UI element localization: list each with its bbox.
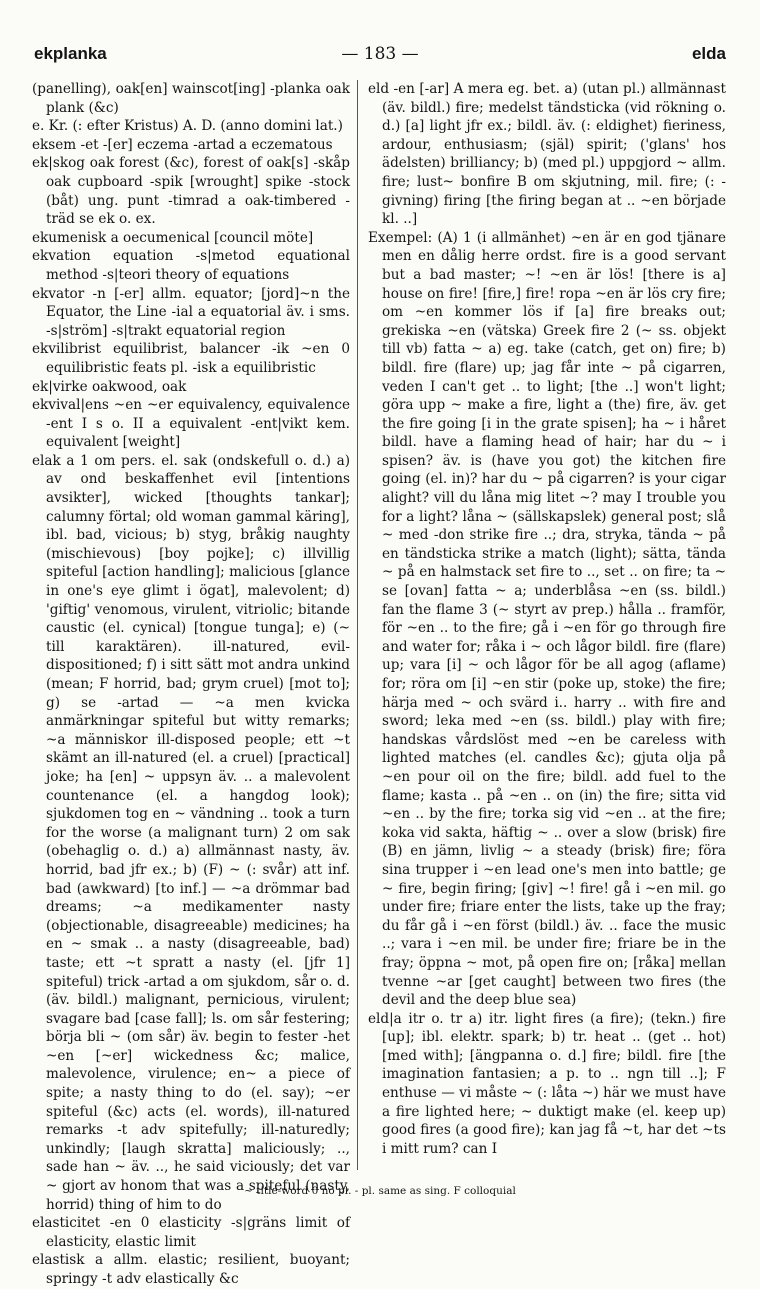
- entry-eld-examples: Exempel: (A) 1 (i allmänhet) ~en är en god tjänare men en dålig herre ordst. fire is a good servant but a bad master; ~! ~en är lös! [there is a] house on fire! [fire,] fire! ropa ~en är lös cry fire; om ~en kommer lös if [a] fire breaks out; grekiska ~en (vätska) Greek fire 2 (~ ss. objekt till vb) fatta ~ a) eg. take (catch, get on) fire; b) bildl. fire (flare) up; jag får inte ~ på cigarren, veden I can't get .. to light; [the ..] won't light; göra upp ~ make a fire, light a (the) fire, äv. get the fire going [i in the grate spisen]; ha ~ i håret bildl. have a flaming head of hair; har du ~ i spisen? äv. is (have you got) the kitchen fire going (el. in)? har du ~ på cigarren? is your cigar alight? vill du låna mig litet ~? may I trouble you for a light? låna ~ (sällskapslek) general post; slå ~ med -don strike fire ..; dra, stryka, tända ~ på en tändsticka strike a match (light); sätta, tända ~ på en halmstack set fire to .., set .. on fire; ta ~ se [ovan] fatta ~ a; underblåsa ~en (ss. bildl.) fan the flame 3 (~ styrt av prep.) hålla .. framför, för ~en .. to the fire; gå i ~en för go through fire and water for; råka i ~ och lågor bildl. fire (flare) up; vara [i] ~ och lågor för be all agog (aflame) for; röra om [i] ~en stir (poke up, stoke) the fire; härja med ~ och svärd i.. harry .. with fire and sword; leka med ~en (ss. bildl.) play with fire; handskas vårdslöst med ~en be careless with lighted matches (el. candles &c); gjuta olja på ~en pour oil on the fire; bildl. add fuel to the flame; kasta .. på ~en .. on (in) the fire; sitta vid ~en .. by the fire; torka sig vid ~en .. at the fire; koka vid sakta, häftig ~ .. over a slow (brisk) fire (B) en jämn, livlig ~ a steady (brisk) fire; föra sina trupper i ~en lead one's men into battle; ge ~ fire, begin firing; [giv] ~! fire! gå i ~en mil. go under fire; friare enter the lists, take up the fray; du får gå i ~en först (bildl.) äv. .. face the music ..; vara i ~en mil. be under fire; friare be in the fray; öppna ~ mot, på open fire on; [råka] mellan tvenne ~ar [get caught] between two fires (the devil and the deep blue sea): [368, 229, 726, 1009]
- entry-ekskog: ek|skog oak forest (&c), forest of oak[s] -skåp oak cupboard -spik [wrought] spike -stock (båt) ung. punt -timrad a oak-timbered -träd se ek o. ex.: [32, 155, 350, 228]
- entry-e-kr: e. Kr. (: efter Kristus) A. D. (anno domini lat.): [32, 118, 343, 135]
- abbreviation-key-footer: ~ title-word 0 no pl. - pl. same as sing. F colloquial: [244, 1185, 516, 1197]
- header-left-guideword: ekplanka: [34, 44, 107, 63]
- left-column: [32, 80, 350, 1287]
- entry-elasticitet: elasticitet -en 0 elasticity -s|gräns limit of elasticity, elastic limit: [32, 1215, 350, 1250]
- entry-ekvivalens: ekvival|ens ~en ~er equivalency, equivalence -ent I s o. II a equivalent -ent|vikt kem. equivalent [weight]: [32, 397, 350, 451]
- entry-eksem: eksem -et -[er] eczema -artad a eczematous: [32, 136, 333, 153]
- entry-eld: eld -en [-ar] A mera eg. bet. a) (utan pl.) allmännast (äv. bildl.) fire; medelst tändsticka (vid rökning o. d.) [a] light jfr ex.; bildl. äv. (: eldighet) fieriness, ardour, enthusiasm; (själ) spirit; ('glans' hos ädelsten) brilliancy; b) (med pl.) uppgjord ~ allm. fire; lust~ bonfire B om skjutning, mil. fire; (: -givning) firing [the firing began at .. ~en började kl. ..]: [368, 81, 726, 228]
- header-right-guideword: elda: [691, 44, 726, 63]
- entry-ekplanka-cont: (panelling), oak[en] wainscot[ing] -planka oak plank (&c): [32, 81, 350, 116]
- page-number: — 183 —: [341, 44, 419, 64]
- entry-ekumenisk: ekumenisk a oecumenical [council möte]: [32, 229, 314, 246]
- entry-ekvilibrist: ekvilibrist equilibrist, balancer -ik ~en 0 equilibristic feats pl. -isk a equilibristic: [32, 341, 350, 376]
- column-divider: [357, 80, 358, 1170]
- page-header: [34, 44, 726, 68]
- entry-ekvation: ekvation equation -s|metod equational method -s|teori theory of equations: [32, 248, 350, 283]
- entry-elastisk: elastisk a allm. elastic; resilient, buoyant; springy -t adv elastically &c: [32, 1252, 350, 1287]
- entry-ekvirke: ek|virke oakwood, oak: [32, 378, 187, 395]
- entry-elda: eld|a itr o. tr a) itr. light fires (a fire); (tekn.) fire [up]; ibl. elektr. spark; b) tr. heat .. (get .. hot) [med with]; [ängpanna o. d.] fire; bildl. fire [the imagination fantasien; a p. to .. ngn till ..]; F enthuse — vi måste ~ (: låta ~) här we must have a fire lighted here; ~ duktigt make (el. keep up) good fires (a good fire); kan jag få ~t, har det ~ts i mitt rum? can I: [368, 1010, 726, 1157]
- entry-elak: elak a 1 om pers. el. sak (ondskefull o. d.) a) av ond beskaffenhet evil [intentions avsikter], wicked [thoughts tankar]; calumny förtal; old woman gammal käring], ibl. bad, vicious; b) styg, bråkig naughty (mischievous) [boy pojke]; c) illvillig spiteful [action handling]; malicious [glance in one's eye glimt i ögat], malevolent; d) 'giftig' venomous, virulent, vitriolic; bitande caustic (el. cynical) [tongue tunga]; e) (~ till karaktären). ill-natured, evil-dispositioned; f) i sitt sätt mot andra unkind (mean; F horrid, bad; grym cruel) [mot to]; g) se -artad — ~a men kvicka anmärkningar spiteful but witty remarks; ~a människor ill-disposed people; ett ~t skämt an ill-natured (el. a cruel) [practical] joke; ha [en] ~ uppsyn äv. .. a malevolent countenance (el. a hangdog look); sjukdomen tog en ~ vändning .. took a turn for the worse (a malignant turn) 2 om sak (obehaglig o. d.) a) allmännast nasty, äv. horrid, bad jfr ex.; b) (F) ~ (: svår) att inf. bad (awkward) [to inf.] — ~a drömmar bad dreams; ~a medikamenter nasty (objectionable, disagreeable) medicines; ha en ~ smak .. a nasty (disagreeable, bad) taste; ett ~t spratt a nasty (el. [jfr 1] spiteful) trick -artad a om sjukdom, sår o. d. (äv. bildl.) malignant, pernicious, virulent; svagare bad [case fall]; ls. om sår festering; börja bli ~ (om sår) äv. begin to fester -het ~en [~er] wickedness &c; malice, malevolence, virulence; en~ a piece of spite; a nasty thing to do (el. say); ~er spiteful (&c) acts (el. words), ill-natured remarks -t adv spitefully; ill-naturedly; unkindly; [laugh skratta] maliciously; .., sade han ~ äv. .., he said viciously; det var ~ gjort av honom that was a spiteful (nasty, horrid) thing of him to do: [32, 452, 350, 1213]
- right-column: [368, 80, 726, 1170]
- entry-ekvator: ekvator -n [-er] allm. equator; [jord]~n the Equator, the Line -ial a equatorial äv. i sms. -s|ström] -s|trakt equatorial region: [32, 285, 350, 339]
